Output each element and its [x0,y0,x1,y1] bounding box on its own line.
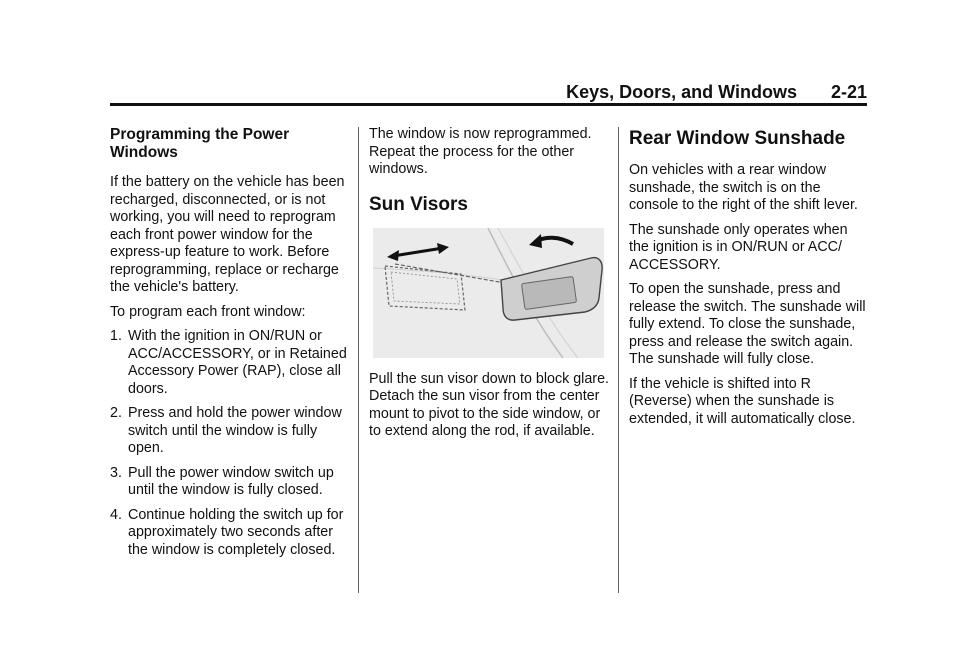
sunshade-paragraph: To open the sunshade, press and release the switch. The sunshade will fully extend. To close the sunshade, press and release the switch again. The sunshade will fully close. [629,281,866,367]
step-text: Continue holding the switch up for approximately two seconds after the window is completely closed. [128,506,344,558]
intro-paragraph: If the battery on the vehicle has been recharged, disconnected, or is not working, you will need to reprogram each front power window for the express-up feature to work. Before reprogramming, replace or recharge the vehicle's battery. [110,174,345,295]
column-2 [369,126,609,448]
page-header [110,82,867,104]
step-item [110,507,350,560]
column-divider-2 [618,127,619,593]
sun-visor-paragraph: Pull the sun visor down to block glare. Detach the sun visor from the center mount to pivot to the side window, or to extend along the rod, if available. [369,370,609,439]
heading-rear-window-sunshade: Rear Window Sunshade [629,128,846,149]
header-rule [110,103,867,106]
heading-programming-power-windows: Programming the Power Windows [110,126,290,161]
sun-visor-illustration [373,228,604,358]
section-title: Keys, Doors, and Windows [566,82,797,102]
lead-paragraph: To program each front window: [110,303,306,320]
step-item [110,405,350,458]
page-number: 2-21 [830,82,867,102]
continued-paragraph: The window is now reprogrammed. Repeat the process for the other windows. [369,126,592,177]
column-3 [629,126,869,435]
sunshade-paragraph: If the vehicle is shifted into R (Reverse) when the sunshade is extended, it will automatically close. [629,375,856,427]
step-item [110,465,350,500]
step-text: Pull the power window switch up until the window is fully closed. [128,464,334,498]
step-number: 2. [110,405,122,421]
sunshade-paragraph: On vehicles with a rear window sunshade, the switch is on the console to the right of the shift lever. [629,162,858,213]
column-divider-1 [358,127,359,593]
step-text: With the ignition in ON/RUN or ACC/ACCESSORY, or in Retained Accessory Power (RAP), close all doors. [128,328,347,397]
step-number: 1. [110,328,122,344]
step-text: Press and hold the power window switch until the window is fully open. [128,405,342,456]
column-1 [110,126,350,566]
step-number: 4. [110,506,122,523]
sunshade-paragraph: The sunshade only operates when the ignition is in ON/RUN or ACC/ ACCESSORY. [629,221,848,273]
heading-sun-visors: Sun Visors [369,193,468,215]
step-number: 3. [110,464,122,481]
step-item [110,328,350,398]
